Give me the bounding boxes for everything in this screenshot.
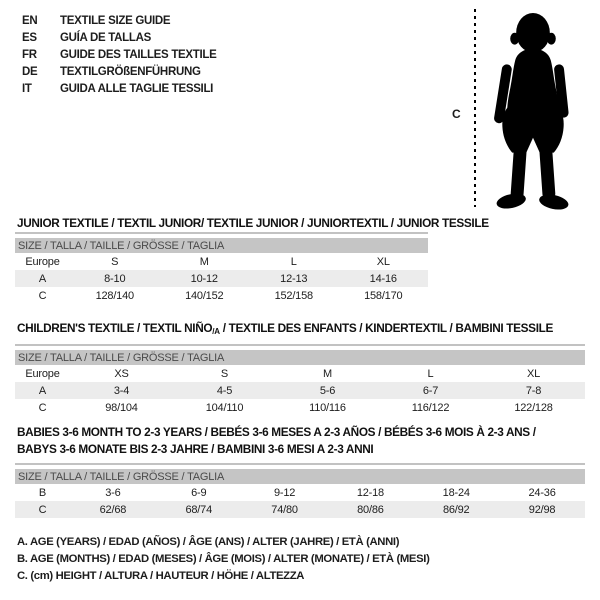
language-code: EN (22, 15, 38, 27)
section-heading-babies (17, 424, 536, 458)
cell: L (290, 255, 297, 268)
cell: 62/68 (70, 501, 156, 518)
cell: S (111, 255, 119, 268)
guide-title: GUIDA ALLE TAGLIE TESSILI (60, 83, 214, 95)
language-row (22, 81, 217, 98)
language-title-list (22, 13, 217, 98)
table-row (15, 270, 428, 287)
heading-text: CHILDREN'S TEXTILE / TEXTIL NIÑO (17, 321, 213, 335)
cell: 3-6 (105, 486, 121, 499)
cell: 110/116 (309, 401, 346, 414)
row-label: C (15, 501, 70, 518)
table-header-label: SIZE / TALLA / TAILLE / GRÖSSE / TAGLIA (15, 350, 585, 365)
cell: XS (114, 367, 129, 380)
table-header-row (15, 350, 585, 365)
guide-title: TEXTILGRÖßENFÜHRUNG (60, 66, 201, 78)
cell: 3-4 (70, 382, 173, 399)
cell: 10-12 (160, 270, 250, 287)
heading-line-2: BABYS 3-6 MONATE BIS 2-3 JAHRE / BAMBINI 3-6 MESI A 2-3 ANNI (17, 442, 374, 456)
cell: 12-13 (249, 270, 339, 287)
table-row (15, 484, 585, 501)
table-row (15, 399, 585, 416)
language-code: IT (22, 83, 32, 95)
language-row (22, 47, 217, 64)
cell: 140/152 (185, 289, 224, 302)
cell: 6-7 (379, 382, 482, 399)
cell: 80/86 (327, 501, 413, 518)
table-row (15, 365, 585, 382)
section-heading-junior: JUNIOR TEXTILE / TEXTIL JUNIOR/ TEXTILE JUNIOR / JUNIORTEXTIL / JUNIOR TESSILE (17, 216, 489, 230)
cell: 86/92 (413, 501, 499, 518)
cell: S (220, 367, 229, 380)
baby-silhouette-icon (481, 7, 585, 211)
legend-line-b: B. AGE (MONTHS) / EDAD (MESES) / ÂGE (MOIS) / ALTER (MONATE) / ETÀ (MESI) (17, 553, 430, 565)
heading-line-1: BABIES 3-6 MONTH TO 2-3 YEARS / BEBÉS 3-6 MESES A 2-3 AÑOS / BÉBÉS 3-6 MOIS À 2-3 ANS / (17, 425, 536, 439)
cell: 104/110 (205, 401, 244, 414)
language-row (22, 13, 217, 30)
cell: 5-6 (276, 382, 379, 399)
language-row (22, 64, 217, 81)
row-label: C (38, 401, 47, 414)
table-row (15, 501, 585, 518)
cell: 158/170 (364, 289, 403, 302)
cell: 152/158 (274, 289, 313, 302)
cell: 74/80 (242, 501, 328, 518)
cell: 92/98 (499, 501, 585, 518)
cell: 8-10 (70, 270, 160, 287)
cell: 18-24 (442, 486, 470, 499)
table-row (15, 287, 428, 304)
measurement-legend (17, 534, 430, 585)
height-measure-label: C (452, 107, 461, 121)
cell: 12-18 (356, 486, 384, 499)
row-label: Europe (25, 367, 60, 380)
cell: 116/122 (411, 401, 450, 414)
cell: 9-12 (273, 486, 296, 499)
cell: 68/74 (156, 501, 242, 518)
cell: 6-9 (191, 486, 207, 499)
legend-line-a: A. AGE (YEARS) / EDAD (AÑOS) / ÂGE (ANS) / ALTER (JAHRE) / ETÀ (ANNI) (17, 536, 400, 548)
legend-line-c: C. (cm) HEIGHT / ALTURA / HAUTEUR / HÖHE / ALTEZZA (17, 570, 305, 582)
cell: M (323, 367, 332, 380)
cell: XL (376, 255, 390, 268)
guide-title: GUÍA DE TALLAS (60, 32, 151, 44)
section-heading-children (17, 320, 553, 340)
guide-title: TEXTILE SIZE GUIDE (60, 15, 171, 27)
table-header-row (15, 238, 428, 253)
guide-title: GUIDE DES TAILLES TEXTILE (60, 49, 217, 61)
table-row (15, 382, 585, 399)
table-header-label: SIZE / TALLA / TAILLE / GRÖSSE / TAGLIA (15, 238, 428, 253)
language-code: ES (22, 32, 37, 44)
language-code: DE (22, 66, 38, 78)
cell: 98/104 (105, 401, 138, 414)
cell: 128/140 (95, 289, 134, 302)
cell: 4-5 (173, 382, 276, 399)
row-label: B (38, 486, 47, 499)
height-measure-dashed-line (474, 9, 476, 207)
table-header-label: SIZE / TALLA / TAILLE / GRÖSSE / TAGLIA (15, 469, 585, 484)
heading-subscript: /A (212, 327, 220, 336)
row-label: A (15, 270, 70, 287)
language-row (22, 30, 217, 47)
cell: XL (526, 367, 541, 380)
table-row (15, 253, 428, 270)
cell: L (427, 367, 434, 380)
cell: 7-8 (482, 382, 585, 399)
language-code: FR (22, 49, 37, 61)
children-size-table (15, 344, 585, 416)
row-label: Europe (25, 255, 60, 268)
row-label: C (38, 289, 47, 302)
babies-size-table (15, 463, 585, 518)
junior-size-table (15, 232, 428, 304)
row-label: A (15, 382, 70, 399)
heading-text: / TEXTILE DES ENFANTS / KINDERTEXTIL / BAMBINI TESSILE (219, 321, 554, 335)
cell: 24-36 (528, 486, 556, 499)
cell: 14-16 (339, 270, 429, 287)
cell: M (199, 255, 209, 268)
cell: 122/128 (514, 401, 553, 414)
table-header-row (15, 469, 585, 484)
